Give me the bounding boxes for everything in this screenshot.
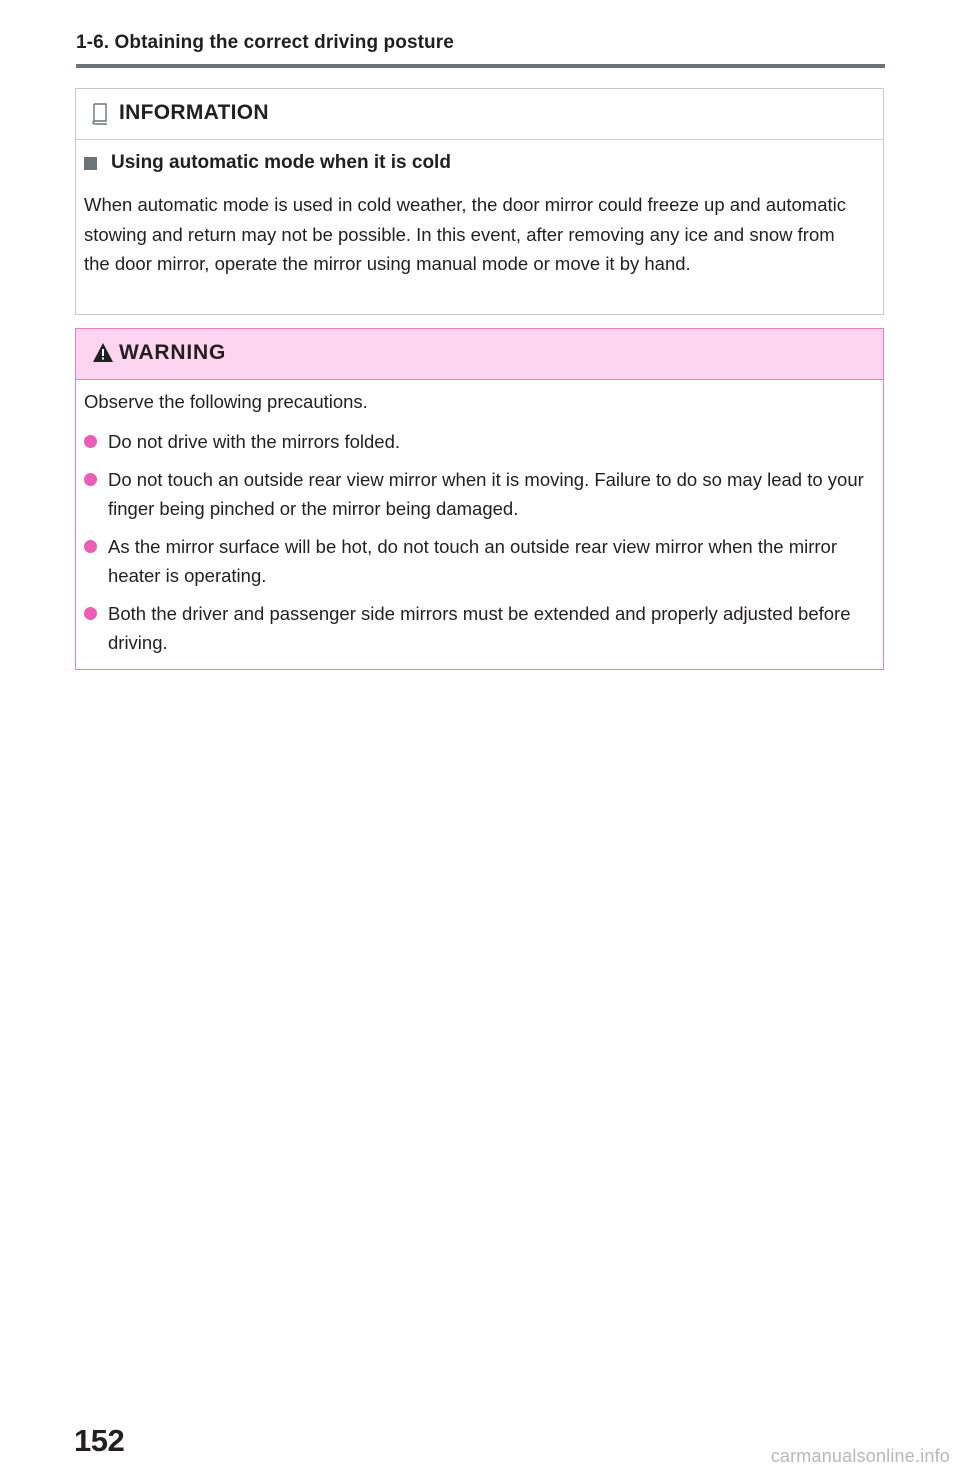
list-item-text: Do not drive with the mirrors folded. <box>108 431 401 452</box>
list-item-text: Do not touch an outside rear view mirror when it is moving. Failure to do so may lead to your finger being pinched or the mirror being damaged. <box>108 469 864 519</box>
section-title: 1-6. Obtaining the correct driving posture <box>76 32 454 53</box>
warning-list <box>84 427 869 666</box>
warning-triangle-icon <box>92 342 114 363</box>
bullet-dot-icon <box>84 435 97 448</box>
warning-box <box>75 328 884 670</box>
page-number: 152 <box>74 1423 125 1458</box>
section-header <box>76 30 885 68</box>
information-subheading-text: Using automatic mode when it is cold <box>111 152 451 173</box>
square-bullet-icon <box>84 157 97 170</box>
information-header <box>76 89 883 140</box>
book-icon <box>91 103 109 125</box>
list-item-text: As the mirror surface will be hot, do not touch an outside rear view mirror when the mirror heater is operating. <box>108 536 837 586</box>
information-body: When automatic mode is used in cold weather, the door mirror could freeze up and automatic stowing and return may not be possible. In this event, after removing any ice and snow from the door mirror, operate the mirror using manual mode or move it by hand. <box>84 194 846 274</box>
information-subheading <box>84 152 451 174</box>
list-item-text: Both the driver and passenger side mirrors must be extended and properly adjusted before driving. <box>108 603 851 653</box>
list-item <box>84 465 869 523</box>
header-rule <box>76 64 885 68</box>
information-box <box>75 88 884 315</box>
bullet-dot-icon <box>84 540 97 553</box>
bullet-dot-icon <box>84 607 97 620</box>
information-title: INFORMATION <box>119 101 269 124</box>
watermark: carmanualsonline.info <box>770 1446 950 1466</box>
list-item <box>84 427 869 456</box>
warning-title: WARNING <box>119 341 227 364</box>
list-item <box>84 532 869 590</box>
bullet-dot-icon <box>84 473 97 486</box>
warning-header <box>76 329 883 380</box>
list-item <box>84 599 869 657</box>
warning-lead-text: Observe the following precautions. <box>84 391 368 412</box>
